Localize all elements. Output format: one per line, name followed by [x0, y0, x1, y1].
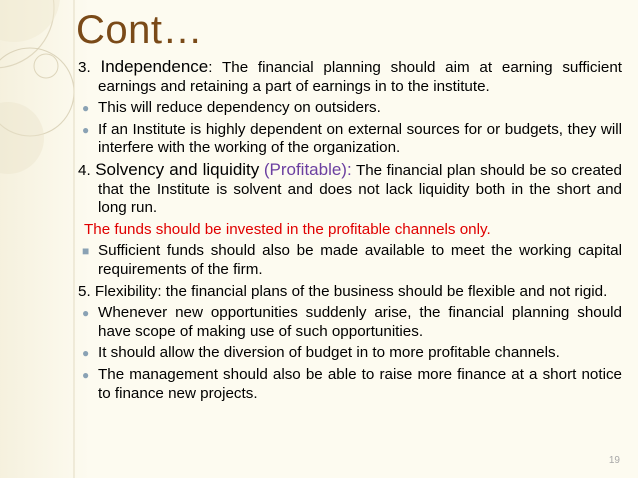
- decorative-circles: [0, 0, 90, 478]
- bullet-dot-icon: ●: [82, 101, 90, 116]
- bullet-dot-icon: ●: [82, 367, 90, 382]
- bullet-text: The management should also be able to raise more finance at a short notice to finance new projects.: [98, 365, 622, 402]
- item-4-number: 4.: [78, 161, 91, 179]
- slide-content: [78, 58, 622, 406]
- item-3-text: : The financial planning should aim at earning sufficient earnings and retaining a part of earnings in to the institute.: [98, 59, 622, 95]
- bullet-working-capital: [78, 242, 622, 279]
- item-3-number: 3.: [78, 59, 91, 76]
- item-4-text: The financial plan should be so created that the Institute is solvent and does not lack liquidity both in the short and long run.: [98, 161, 623, 217]
- bullet-square-icon: ■: [82, 244, 90, 259]
- bullet-diversion: [78, 344, 622, 363]
- red-note: The funds should be invested in the profitable channels only.: [84, 220, 491, 238]
- slide-title: Cont…: [76, 8, 203, 52]
- bullet-text: If an Institute is highly dependent on external sources for or budgets, they will interfere with the working of the organization.: [98, 120, 622, 157]
- item-3-heading: Independence: [100, 57, 209, 76]
- bullet-dot-icon: ●: [82, 122, 90, 137]
- item-4-heading: Solvency and liquidity: [95, 159, 260, 179]
- bullet-text: This will reduce dependency on outsiders.: [98, 99, 381, 117]
- bullet-external-sources: [78, 121, 622, 158]
- page-number: 19: [608, 455, 620, 466]
- bullet-text: Whenever new opportunities suddenly arise, the financial planning should have scope of making use of such opportunities.: [98, 304, 622, 340]
- item-flexibility: 5. Flexibility: the financial plans of the business should be flexible and not rigid.: [78, 282, 608, 300]
- bullet-new-opportunities: [78, 304, 622, 341]
- item-solvency: [78, 161, 622, 218]
- bullet-dot-icon: ●: [82, 306, 90, 321]
- bullet-text: Sufficient funds should also be made available to meet the working capital requirements of the firm.: [98, 242, 622, 278]
- bullet-raise-finance: [78, 366, 622, 403]
- bullet-text: It should allow the diversion of budget in to more profitable channels.: [98, 344, 560, 362]
- item-4-profitable: (Profitable):: [263, 159, 352, 179]
- bullet-dot-icon: ●: [82, 346, 90, 361]
- item-independence: [78, 58, 622, 96]
- bullet-dependency: [78, 99, 622, 118]
